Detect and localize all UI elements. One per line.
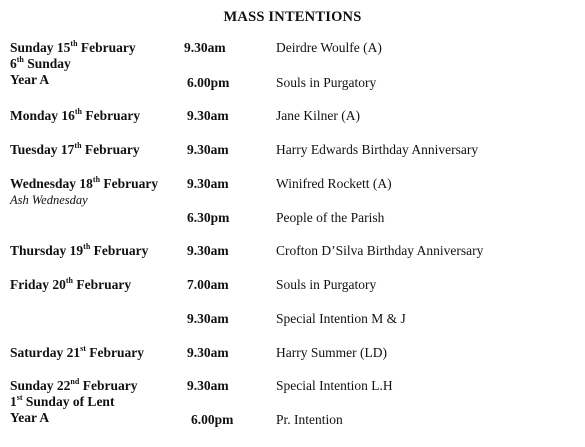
mass-time: 9.30am xyxy=(187,378,229,393)
mass-time: 9.30am xyxy=(187,311,229,326)
mass-intention: Special Intention L.H xyxy=(276,378,393,393)
mass-time: 6.00pm xyxy=(191,412,234,427)
mass-time: 9.30am xyxy=(184,40,226,55)
mass-time: 6.00pm xyxy=(187,75,230,90)
mass-time: 7.00am xyxy=(187,277,229,292)
day-label: Monday 16th February xyxy=(10,106,141,123)
mass-intention: Souls in Purgatory xyxy=(276,277,377,292)
liturgical-note: Ash Wednesday xyxy=(10,193,88,207)
mass-intention: Harry Edwards Birthday Anniversary xyxy=(276,142,479,157)
mass-time: 9.30am xyxy=(187,345,229,360)
mass-intention: Special Intention M & J xyxy=(276,311,406,326)
day-label: Saturday 21st February xyxy=(10,343,145,360)
day-label: Wednesday 18th February Ash Wednesday xyxy=(10,176,190,208)
mass-time: 9.30am xyxy=(187,108,229,123)
day-label: Tuesday 17th February xyxy=(10,140,140,157)
mass-intention: Deirdre Woulfe (A) xyxy=(276,40,382,55)
mass-intention: Winifred Rockett (A) xyxy=(276,176,392,191)
mass-time: 9.30am xyxy=(187,243,229,258)
day-label: Thursday 19th February xyxy=(10,241,149,258)
mass-time: 9.30am xyxy=(187,142,229,157)
day-label: Sunday 22nd February 1st Sunday of Lent Year A xyxy=(10,376,138,425)
mass-intention: People of the Parish xyxy=(276,210,385,225)
mass-intention: Pr. Intention xyxy=(276,412,343,427)
mass-intention: Crofton D’Silva Birthday Anniversary xyxy=(276,243,484,258)
day-label: Friday 20th February xyxy=(10,275,132,292)
day-label: Sunday 15th February 6th Sunday Year A xyxy=(10,38,136,87)
mass-intention: Souls in Purgatory xyxy=(276,75,377,90)
mass-time: 6.30pm xyxy=(187,210,230,225)
mass-time: 9.30am xyxy=(187,176,229,191)
page-title: MASS INTENTIONS xyxy=(223,9,362,25)
mass-intention: Jane Kilner (A) xyxy=(276,108,360,123)
mass-intention: Harry Summer (LD) xyxy=(276,345,387,360)
